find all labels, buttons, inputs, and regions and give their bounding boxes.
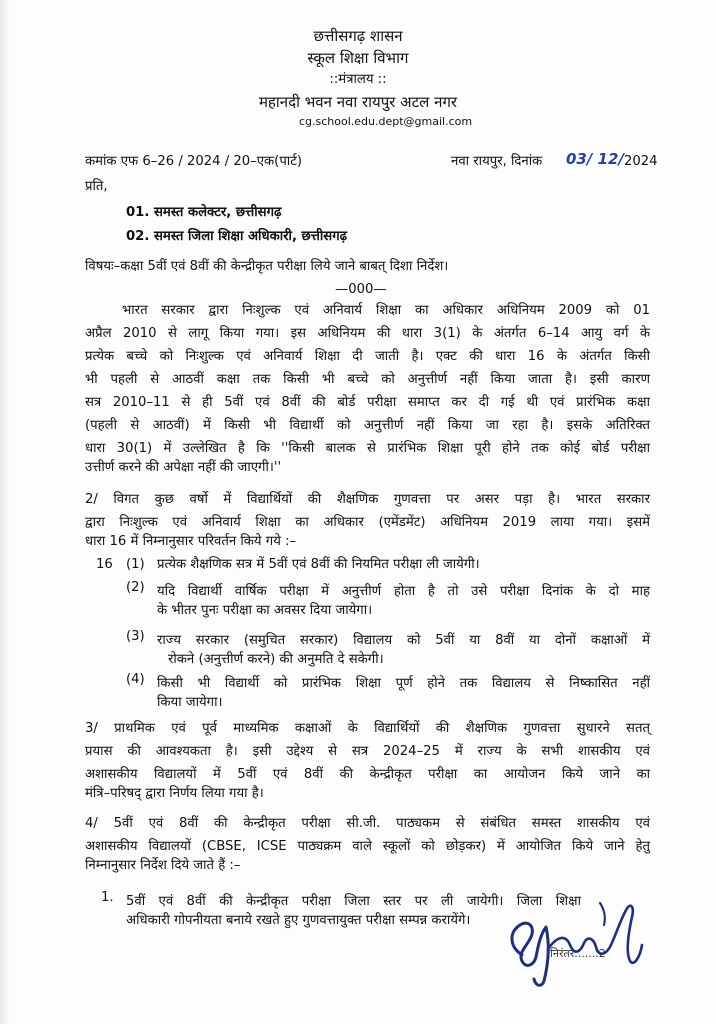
para2-line: 2/ विगत कुछ वर्षो में विद्यार्थियों की शैक्षणिक गुणवत्ता पर असर पड़ा है। भारत सरकार xyxy=(85,492,650,507)
letterhead-ministry: ::मंत्रालय :: xyxy=(329,72,387,87)
para2-line: धारा 16 में निम्नानुसार परिवर्तन किये गये :– xyxy=(85,534,297,549)
amendment-line: प्रत्येक शैक्षणिक सत्र में 5वीं एवं 8वीं की नियमित परीक्षा ली जायेगी। xyxy=(157,557,480,572)
para1-line: प्रत्येक बच्चे को निःशुल्क एवं अनिवार्य शिक्षा दी जाती है। एक्ट की धारा 16 के अंतर्गत किसी xyxy=(85,349,650,364)
letterhead-address: महानदी भवन नवा रायपुर अटल नगर xyxy=(258,93,458,111)
para3-line: अशासकीय विद्यालयों में 5वीं एवं 8वीं की केन्द्रीकृत परीक्षा का आयोजन किये जाने का xyxy=(85,767,650,782)
amendment-line: रोकने (अनुत्तीर्ण करने) की अनुमति दे सकेगी। xyxy=(168,652,384,667)
para1-line: सत्र 2010–11 से ही 5वीं एवं 8वीं की बोर्ड परीक्षा समाप्त कर दी गई थी एवं प्रारंभिक कक्षा xyxy=(85,395,650,410)
date-year: 2024 xyxy=(624,154,658,169)
amendment-number: (3) xyxy=(126,629,145,644)
divider-mark: —000— xyxy=(335,282,387,297)
para4-line: अशासकीय विद्यालयों (CBSE, ICSE पाठ्यक्रम वाले स्कूलों को छोड़कर) में आयोजित किये जाने हेतु xyxy=(85,839,650,854)
amendment-line: यदि विद्यार्थी वार्षिक परीक्षा में अनुत्तीर्ण होता है तो उसे परीक्षा दिनांक के दो माह xyxy=(157,584,650,599)
reference-number: कमांक एफ 6–26 / 2024 / 20–एक(पार्ट) xyxy=(85,154,303,169)
prati-label: प्रति, xyxy=(85,179,108,194)
point-number: 1. xyxy=(101,890,114,905)
para2-line: द्वारा निःशुल्क एवं अनिवार्य शिक्षा का अधिकार (एमेंडमेंट) अधिनियम 2019 लाया गया। इसमें xyxy=(85,515,650,530)
recipient-2: 02. समस्त जिला शिक्षा अधिकारी, छत्तीसगढ़ xyxy=(126,229,348,244)
section-16-label: 16 xyxy=(96,557,113,572)
scan-edge-shadow xyxy=(0,0,10,1024)
para3-line: 3/ प्राथमिक एवं पूर्व माध्यमिक कक्षाओं के विद्यार्थियों की शैक्षणिक गुणवत्ता सुधारने सतत् xyxy=(85,721,650,736)
amendment-number: (1) xyxy=(126,557,145,572)
amendment-line: किसी भी विद्यार्थी को प्रारंभिक शिक्षा पूर्ण होने तक विद्यालय से निष्कासित नहीं xyxy=(157,676,650,691)
subject-line: विषयः–कक्षा 5वीं एवं 8वीं की केन्द्रीकृत परीक्षा लिये जाने बाबत् दिशा निर्देश। xyxy=(85,259,449,274)
para1-line: धारा 30(1) में उल्लेखित है कि ''किसी बालक से प्रारंभिक शिक्षा पूरी होने तक कोई बोर्ड परीक्षा xyxy=(85,441,650,456)
para3-line: मंत्रि–परिषद् द्वारा निर्णय लिया गया है। xyxy=(85,786,264,801)
amendment-number: (4) xyxy=(126,672,145,687)
letterhead-govt: छत्तीसगढ़ शासन xyxy=(313,27,403,45)
para3-line: प्रयास की आवश्यकता है। इसी उद्देश्य से सत्र 2024–25 में राज्य के सभी शासकीय एवं xyxy=(85,744,650,759)
amendment-line: के भीतर पुनः परीक्षा का अवसर दिया जायेगा। xyxy=(157,603,373,618)
letterhead-department: स्कूल शिक्षा विभाग xyxy=(307,49,409,67)
point-line: 5वीं एवं 8वीं की केन्द्रीकृत परीक्षा जिला स्तर पर ली जायेगी। जिला शिक्षा xyxy=(126,894,581,909)
para1-line: भी पहली से आठवीं कक्षा तक किसी भी बच्चे को अनुत्तीर्ण नहीं किया जाता है। इसी कारण xyxy=(85,372,650,387)
continued-marker: निरंतर.......2 xyxy=(550,947,606,960)
recipient-1: 01. समस्त कलेक्टर, छत्तीसगढ़ xyxy=(126,205,282,220)
amendment-line: किया जायेगा। xyxy=(157,695,223,710)
para4-line: निम्नानुसार निर्देश दिये जाते हैं :– xyxy=(85,858,241,873)
para1-line: उत्तीर्ण करने की अपेक्षा नहीं की जाएगी।'' xyxy=(85,460,282,475)
letterhead-email: cg.school.edu.dept@gmail.com xyxy=(299,115,473,128)
handwritten-date: 03/ 12/ xyxy=(566,150,624,168)
para1-line: अप्रैल 2010 से लागू किया गया। इस अधिनियम की धारा 3(1) के अंतर्गत 6–14 आयु वर्ग के xyxy=(85,326,650,341)
place-date-prefix: नवा रायपुर, दिनांक xyxy=(451,154,543,169)
para1-line: (पहली से आठवीं) में किसी भी विद्यार्थी को अनुत्तीर्ण नहीं किया जा रहा है। इसके अतिरिक्त xyxy=(85,418,650,433)
signature-mark xyxy=(500,895,660,995)
para1-line: भारत सरकार द्वारा निःशुल्क एवं अनिवार्य शिक्षा का अधिकार अधिनियम 2009 को 01 xyxy=(122,303,650,318)
amendment-line: राज्य सरकार (समुचित सरकार) विद्यालय को 5वीं या 8वीं या दोनों कक्षाओं में xyxy=(157,633,650,648)
amendment-number: (2) xyxy=(126,580,145,595)
para4-line: 4/ 5वीं एवं 8वीं की केन्द्रीकृत परीक्षा सी.जी. पाठ्यकम से संबंधित समस्त शासकीय एवं xyxy=(85,816,650,831)
point-line: अधिकारी गोपनीयता बनाये रखते हुए गुणवत्तायुक्त परीक्षा सम्पन्न करायेंगे। xyxy=(126,913,471,928)
